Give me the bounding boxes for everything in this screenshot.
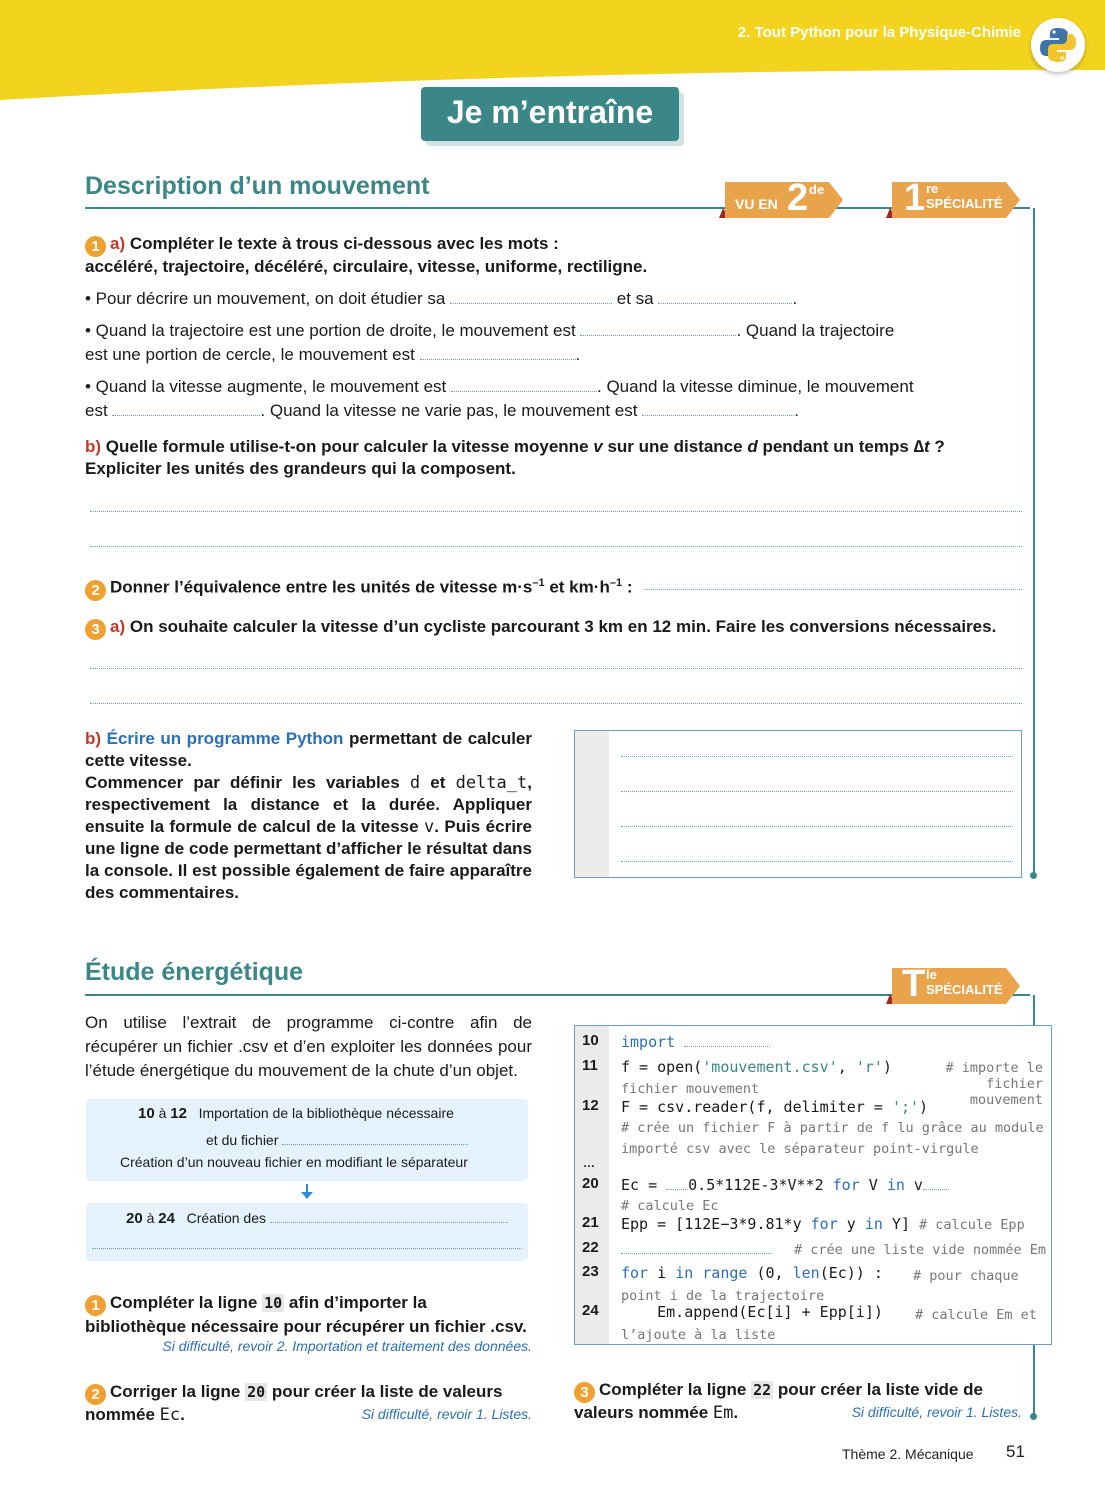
chapter-title: 2. Tout Python pour la Physique-Chimie	[737, 24, 1021, 41]
code-gutter	[575, 731, 609, 877]
q1a-word-list: accéléré, trajectoire, décéléré, circulaire, vitesse, uniforme, rectiligne.	[85, 257, 648, 276]
fill-blank[interactable]	[642, 402, 794, 416]
section-end-dot	[1030, 872, 1037, 879]
flow-box-creation: 20 à 24 Création des	[86, 1203, 528, 1261]
q2-prompt: 2 Donner l’équivalence entre les unités de vitesse $m\cdot s^{-1}$ et $km\cdot h^{-1}$ :	[85, 572, 645, 601]
header-band	[0, 0, 1105, 100]
fill-blank[interactable]	[450, 290, 612, 304]
energy-q2-prompt: 2 Corriger la ligne 20 pour créer la liste de valeurs	[85, 1381, 532, 1405]
answer-line[interactable]	[90, 667, 1022, 669]
energy-q3-prompt: 3 Compléter la ligne 22 pour créer la liste vide de	[574, 1379, 1022, 1403]
code-line-22: # crée une liste vide nommée Em	[621, 1240, 1046, 1258]
code-answer-line[interactable]	[621, 755, 1013, 757]
code-line-20: Ec = 0.5*112E-3*V**2 for V in v	[621, 1176, 949, 1194]
q3a-prompt: 3 a) On souhaite calculer la vitesse d’un cycliste parcourant 3 km en 12 min. Faire les conversions nécessaires.	[85, 616, 1025, 640]
question-number-badge: 1	[85, 1295, 106, 1316]
python-program-link[interactable]: Écrire un programme Python	[106, 729, 344, 748]
energy-q2-hint[interactable]: Si difficulté, revoir 1. Listes.	[361, 1406, 532, 1422]
q1b-prompt-2: Expliciter les unités des grandeurs qui la composent.	[85, 459, 516, 478]
fill-blank[interactable]	[684, 1033, 770, 1047]
q1a-bullet-3-cont: est . Quand la vitesse ne varie pas, le mouvement est .	[85, 401, 799, 420]
code-answer-line[interactable]	[621, 825, 1013, 827]
energy-q2-prompt-2: nommée Ec.	[85, 1405, 185, 1425]
fill-blank[interactable]	[658, 290, 792, 304]
question-number-badge: 1	[85, 236, 106, 257]
fill-blank[interactable]	[112, 402, 260, 416]
answer-line[interactable]	[90, 510, 1022, 512]
fill-blank[interactable]	[270, 1209, 508, 1223]
energy-q3-hint[interactable]: Si difficulté, revoir 1. Listes.	[851, 1404, 1022, 1420]
fill-blank[interactable]	[621, 1240, 771, 1254]
q1a-bullet-1: • Pour décrire un mouvement, on doit étudier sa et sa .	[85, 289, 798, 308]
code-listing: 10 import 11 f = open('mouvement.csv', 'r') # importe le fichier mouvement fichier mouvement 12 F = csv.reader(f, delimiter = ';') # crée un fichier F à partir de f lu grâce au module importé csv avec le séparateur point-virgule … 20 Ec = 0.5*112E-3*V**2 for V in v # calcule Ec 21 Epp = [112E−3*9.81*y for y in Y] # calcule Epp 22 # crée une liste vide nommée Em 23 for i in range (0, len(Ec)) : # pour chaque point i de la trajectoire 24 Em.append(Ec[i] + Epp[i]) # calcule Em et l’ajoute à la liste	[574, 1025, 1052, 1345]
energy-q3-prompt-2: valeurs nommée Em.	[574, 1403, 739, 1423]
page-banner: Je m’entraîne	[421, 87, 679, 141]
q3b-prompt: b) Écrire un programme Python permettant de calculer cette vitesse. Commencer par définir les variables d et delta_t, respectivement la distance et la durée. Appliquer ensuite la formule de calcul de la vitesse v. Puis écrire une ligne de code permettant d’afficher le résultat dans la console. Il est possible également de faire apparaître des commentaires.	[85, 729, 532, 902]
code-answer-box[interactable]	[574, 730, 1022, 878]
fill-blank[interactable]	[282, 1131, 468, 1145]
fill-blank[interactable]	[420, 346, 576, 360]
fill-blank[interactable]	[666, 1176, 688, 1190]
energy-q1-hint[interactable]: Si difficulté, revoir 2. Importation et traitement des données.	[162, 1338, 532, 1354]
python-logo-icon	[1031, 18, 1085, 72]
energy-q1-prompt: 1 Compléter la ligne 10 afin d’importer la bibliothèque nécessaire pour récupérer un fichier .csv.	[85, 1293, 527, 1336]
q1a-bullet-2: • Quand la trajectoire est une portion de droite, le mouvement est . Quand la trajectoire	[85, 321, 895, 340]
fill-blank[interactable]	[580, 322, 736, 336]
energy-intro: On utilise l’extrait de programme ci-contre afin de récupérer un fichier .csv et d’en exploiter les données pour l’étude énergétique du mouvement de la chute d’un objet.	[85, 1013, 532, 1080]
answer-line[interactable]	[645, 588, 1022, 590]
arrow-down-icon	[300, 1184, 314, 1200]
fill-blank[interactable]	[451, 378, 597, 392]
fill-blank[interactable]	[923, 1176, 949, 1190]
section-end-dot	[1030, 1413, 1037, 1420]
section-margin-line	[1033, 208, 1035, 874]
section-title-energie: Étude énergétique	[85, 958, 304, 986]
section-title-mouvement: Description d’un mouvement	[85, 172, 430, 200]
question-number-badge: 3	[574, 1382, 595, 1403]
code-line-24: Em.append(Ec[i] + Epp[i])	[621, 1303, 883, 1321]
tag-vu-en-2de: VU EN 2 de	[709, 182, 849, 220]
footer-theme: Thème 2. Mécanique	[842, 1446, 974, 1462]
code-line-10: import	[621, 1033, 770, 1051]
tag-1re-specialite: 1 re SPÉCIALITÉ	[884, 182, 1024, 220]
question-number-badge: 3	[85, 619, 106, 640]
question-number-badge: 2	[85, 580, 106, 601]
q1a-bullet-2-cont: est une portion de cercle, le mouvement est .	[85, 345, 581, 364]
code-line-21: Epp = [112E−3*9.81*y for y in Y] # calcule Epp	[621, 1215, 1025, 1233]
question-number-badge: 2	[85, 1384, 106, 1405]
fill-blank[interactable]	[92, 1247, 522, 1249]
code-line-12: F = csv.reader(f, delimiter = ';')	[621, 1098, 929, 1116]
answer-line[interactable]	[90, 545, 1022, 547]
code-line-23: for i in range (0, len(Ec)) :	[621, 1264, 883, 1282]
code-answer-line[interactable]	[621, 790, 1013, 792]
tag-tle-specialite: T le SPÉCIALITÉ	[884, 968, 1024, 1006]
code-line-11: f = open('mouvement.csv', 'r')	[621, 1058, 892, 1076]
q1b-prompt: b) Quelle formule utilise-t-on pour calculer la vitesse moyenne v sur une distance d pendant un temps ∆t ?	[85, 437, 945, 456]
flow-box-import: 10 à 12 Importation de la bibliothèque nécessaire et du fichier Création d’un nouveau fichier en modifiant le séparateur	[86, 1099, 528, 1181]
q1a-bullet-3: • Quand la vitesse augmente, le mouvement est . Quand la vitesse diminue, le mouvement	[85, 377, 914, 396]
code-answer-line[interactable]	[621, 860, 1013, 862]
answer-line[interactable]	[90, 702, 1022, 704]
page-number: 51	[1006, 1442, 1025, 1461]
q1a-prompt: 1 a) Compléter le texte à trous ci-dessous avec les mots :	[85, 233, 1015, 257]
